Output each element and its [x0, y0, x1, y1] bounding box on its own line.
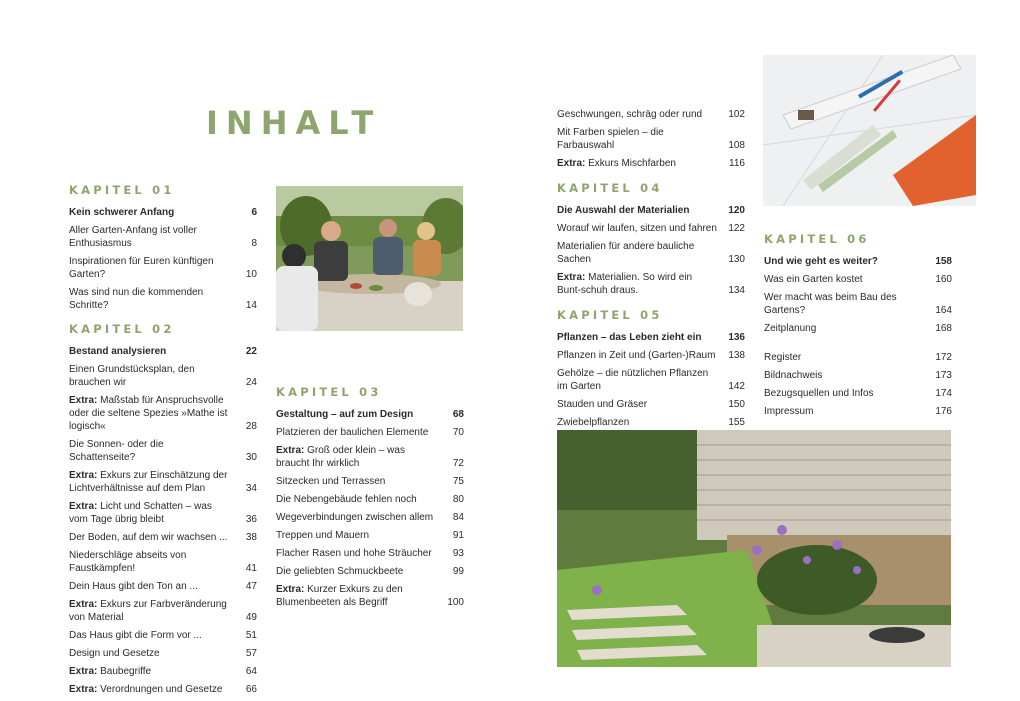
toc-entry [69, 531, 257, 544]
toc-entry-title [69, 469, 235, 495]
toc-entry [557, 331, 745, 344]
toc-entry-page: 99 [452, 566, 464, 577]
toc-entry [69, 469, 257, 495]
chapter-01-list [69, 206, 257, 312]
appendix-list [764, 351, 952, 418]
toc-column-4 [764, 233, 952, 423]
toc-entry-page: 108 [728, 140, 745, 151]
chapter-06-list [764, 255, 952, 335]
toc-entry-page: 72 [452, 458, 464, 469]
toc-entry-title [69, 531, 235, 544]
toc-entry [69, 438, 257, 464]
toc-entry-title [764, 255, 930, 268]
chapter-05-list [557, 331, 745, 429]
toc-entry-title [557, 222, 723, 235]
toc-entry-page: 173 [935, 370, 952, 381]
toc-entry-title [764, 322, 930, 335]
toc-entry-title [557, 157, 723, 170]
toc-entry-text: Register [764, 352, 802, 363]
toc-entry [764, 405, 952, 418]
toc-entry-text: Bildnachweis [764, 370, 823, 381]
toc-entry-title [557, 416, 723, 429]
toc-entry-page: 64 [245, 666, 257, 677]
toc-entry [764, 322, 952, 335]
toc-entry [276, 511, 464, 524]
toc-entry [557, 367, 745, 393]
toc-entry-page: 155 [728, 417, 745, 428]
toc-entry-text: Geschwungen, schräg oder rund [557, 109, 703, 120]
toc-entry-page: 6 [251, 207, 257, 218]
toc-entry-page: 138 [728, 350, 745, 361]
toc-entry [764, 387, 952, 400]
chapter-02-list [69, 345, 257, 696]
toc-column-2 [276, 386, 464, 614]
toc-entry [764, 255, 952, 268]
toc-entry-text: Flacher Rasen und hohe Sträucher [276, 548, 432, 559]
toc-entry-text: Exkurs Mischfarben [585, 158, 676, 169]
toc-entry [764, 369, 952, 382]
toc-entry-text: Der Boden, auf dem wir wachsen ... [69, 532, 228, 543]
toc-entry-title [69, 647, 235, 660]
toc-entry-title [69, 394, 235, 433]
toc-entry-title [557, 349, 723, 362]
toc-entry-text: Pflanzen in Zeit und (Garten-)Raum [557, 350, 716, 361]
toc-entry-page: 38 [245, 532, 257, 543]
toc-entry-text: Treppen und Mauern [276, 530, 370, 541]
toc-entry [276, 493, 464, 506]
toc-entry-page: 142 [728, 381, 745, 392]
toc-entry [557, 126, 745, 152]
toc-entry-title [276, 583, 442, 609]
page-title: INHALT [206, 104, 382, 142]
toc-entry-title [69, 629, 235, 642]
toc-entry [764, 291, 952, 317]
toc-entry [69, 549, 257, 575]
toc-entry-page: 34 [245, 483, 257, 494]
toc-entry-title [69, 345, 235, 358]
toc-entry-title [764, 351, 930, 364]
toc-entry [557, 271, 745, 297]
toc-entry-page: 30 [245, 452, 257, 463]
toc-entry-text: Pflanzen – das Leben zieht ein [557, 332, 702, 343]
toc-entry-text: Bestand analysieren [69, 346, 167, 357]
toc-entry-page: 150 [728, 399, 745, 410]
toc-entry-page: 84 [452, 512, 464, 523]
extra-label: Extra: [69, 684, 98, 695]
toc-entry-page: 49 [245, 612, 257, 623]
toc-entry [69, 206, 257, 219]
toc-entry-page: 160 [935, 274, 952, 285]
toc-entry [69, 394, 257, 433]
toc-entry-title [276, 426, 442, 439]
toc-entry-title [276, 565, 442, 578]
toc-entry [69, 255, 257, 281]
toc-entry-page: 47 [245, 581, 257, 592]
toc-entry-title [557, 367, 723, 393]
toc-entry-page: 168 [935, 323, 952, 334]
toc-entry-text: Groß oder klein – was braucht Ihr wirklich [276, 445, 405, 469]
toc-entry-text: Das Haus gibt die Form vor ... [69, 630, 202, 641]
toc-entry [69, 224, 257, 250]
chapter-03-continued-list [557, 108, 745, 170]
toc-column-3 [557, 108, 745, 434]
photo-dinner-table [276, 186, 463, 331]
toc-entry-page: 75 [452, 476, 464, 487]
toc-entry-page: 68 [452, 409, 464, 420]
extra-label: Extra: [557, 272, 586, 283]
toc-entry-page: 51 [245, 630, 257, 641]
toc-entry [69, 345, 257, 358]
toc-entry-text: Einen Grundstücksplan, den brauchen wir [69, 364, 195, 388]
toc-entry-page: 22 [245, 346, 257, 357]
toc-entry-title [557, 108, 723, 121]
toc-entry-page: 91 [452, 530, 464, 541]
toc-entry-page: 116 [729, 158, 745, 169]
toc-entry-title [69, 500, 235, 526]
toc-entry [557, 240, 745, 266]
toc-entry-page: 100 [447, 597, 464, 608]
toc-entry-title [69, 255, 235, 281]
toc-entry-page: 70 [452, 427, 464, 438]
toc-entry-title [557, 240, 723, 266]
toc-entry-text: Exkurs zur Farbveränderung von Material [69, 599, 227, 623]
toc-entry [69, 363, 257, 389]
toc-entry-title [276, 547, 442, 560]
toc-entry-page: 174 [935, 388, 952, 399]
toc-entry [276, 565, 464, 578]
toc-entry-title [276, 408, 442, 421]
extra-label: Extra: [69, 470, 98, 481]
toc-entry [764, 273, 952, 286]
toc-entry-page: 130 [728, 254, 745, 265]
toc-entry-text: Gestaltung – auf zum Design [276, 409, 414, 420]
toc-entry [276, 475, 464, 488]
toc-entry-text: Niederschläge abseits von Faustkämpfen! [69, 550, 187, 574]
toc-entry-text: Zwiebelpflanzen [557, 417, 630, 428]
toc-entry-text: Wegeverbindungen zwischen allem [276, 512, 434, 523]
toc-entry-text: Verordnungen und Gesetze [97, 684, 223, 695]
toc-entry-text: Die Sonnen- oder die Schattenseite? [69, 439, 164, 463]
photo-garden [557, 430, 951, 667]
toc-entry [69, 647, 257, 660]
toc-entry [557, 157, 745, 170]
toc-entry-text: Kurzer Exkurs zu den Blumenbeeten als Begriff [276, 584, 403, 608]
toc-entry-text: Sitzecken und Terrassen [276, 476, 386, 487]
toc-entry [69, 580, 257, 593]
toc-entry [557, 349, 745, 362]
chapter-label-02: KAPITEL 02 [69, 322, 175, 336]
toc-entry-text: Dein Haus gibt den Ton an ... [69, 581, 198, 592]
toc-entry-title [764, 387, 930, 400]
toc-entry-page: 14 [245, 300, 257, 311]
extra-label: Extra: [276, 584, 305, 595]
toc-entry-text: Design und Gesetze [69, 648, 160, 659]
toc-entry-text: Die Auswahl der Materialien [557, 205, 690, 216]
toc-entry-text: Worauf wir laufen, sitzen und fahren [557, 223, 717, 234]
extra-label: Extra: [276, 445, 305, 456]
toc-entry [764, 351, 952, 364]
toc-entry-title [764, 405, 930, 418]
toc-entry-title [276, 475, 442, 488]
toc-entry-text: Stauden und Gräser [557, 399, 648, 410]
extra-label: Extra: [69, 395, 98, 406]
toc-entry-title [764, 273, 930, 286]
toc-entry-text: Was sind nun die kommenden Schritte? [69, 287, 204, 311]
toc-entry-text: Materialien für andere bauliche Sachen [557, 241, 695, 265]
toc-entry-page: 57 [245, 648, 257, 659]
toc-entry [276, 583, 464, 609]
toc-entry-page: 24 [245, 377, 257, 388]
toc-entry-text: Wer macht was beim Bau des Gartens? [764, 292, 897, 316]
toc-entry [557, 108, 745, 121]
extra-label: Extra: [69, 599, 98, 610]
toc-entry [69, 598, 257, 624]
toc-entry-text: Zeitplanung [764, 323, 817, 334]
toc-entry-page: 136 [728, 332, 745, 343]
toc-entry [276, 529, 464, 542]
toc-entry-text: Bezugsquellen und Infos [764, 388, 874, 399]
toc-entry-page: 122 [728, 223, 745, 234]
toc-entry-title [557, 398, 723, 411]
toc-entry-title [69, 363, 235, 389]
toc-entry [276, 444, 464, 470]
toc-entry [557, 222, 745, 235]
toc-entry-title [69, 598, 235, 624]
toc-entry-title [276, 444, 442, 470]
toc-entry-title [557, 331, 723, 344]
toc-entry-title [69, 580, 235, 593]
toc-entry [557, 398, 745, 411]
toc-entry-page: 93 [452, 548, 464, 559]
toc-entry-text: Und wie geht es weiter? [764, 256, 878, 267]
toc-entry [276, 408, 464, 421]
toc-entry-text: Platzieren der baulichen Elemente [276, 427, 429, 438]
toc-entry-page: 80 [452, 494, 464, 505]
toc-entry-page: 120 [728, 205, 745, 216]
toc-entry-text: Aller Garten-Anfang ist voller Enthusiasmus [69, 225, 197, 249]
toc-entry-page: 134 [728, 285, 745, 296]
toc-entry-title [69, 286, 235, 312]
toc-entry-text: Inspirationen für Euren künftigen Garten? [69, 256, 214, 280]
toc-entry-page: 66 [245, 684, 257, 695]
toc-column-1 [69, 184, 257, 701]
toc-entry [276, 547, 464, 560]
chapter-label-05: KAPITEL 05 [557, 308, 663, 322]
toc-entry-title [557, 126, 723, 152]
toc-entry-page: 41 [245, 563, 257, 574]
toc-entry-text: Impressum [764, 406, 814, 417]
toc-entry-title [276, 493, 442, 506]
toc-entry-text: Die Nebengebäude fehlen noch [276, 494, 417, 505]
toc-entry-title [69, 438, 235, 464]
extra-label: Extra: [69, 501, 98, 512]
toc-entry-text: Die geliebten Schmuckbeete [276, 566, 404, 577]
toc-entry-text: Gehölze – die nützlichen Pflanzen im Garten [557, 368, 709, 392]
toc-entry [557, 204, 745, 217]
toc-entry-page: 36 [245, 514, 257, 525]
toc-entry-title [69, 683, 235, 696]
toc-entry-text: Maßstab für Anspruchsvolle oder die seltene Spezies »Mathe ist logisch« [69, 395, 228, 432]
toc-entry-page: 164 [935, 305, 952, 316]
chapter-label-06: KAPITEL 06 [764, 232, 870, 246]
extra-label: Extra: [69, 666, 98, 677]
toc-entry-page: 102 [728, 109, 745, 120]
chapter-label-04: KAPITEL 04 [557, 181, 663, 195]
toc-entry-text: Mit Farben spielen – die Farbauswahl [557, 127, 664, 151]
toc-entry-title [276, 529, 442, 542]
toc-entry-title [557, 271, 723, 297]
chapter-04-list [557, 204, 745, 297]
chapter-03-list [276, 408, 464, 609]
toc-entry [69, 683, 257, 696]
toc-entry [276, 426, 464, 439]
toc-entry [69, 286, 257, 312]
toc-entry [557, 416, 745, 429]
toc-entry-title [276, 511, 442, 524]
chapter-label-03: KAPITEL 03 [276, 385, 382, 399]
photo-drawing-tools [763, 55, 976, 206]
toc-entry-text: Baubegriffe [97, 666, 152, 677]
toc-entry-text: Was ein Garten kostet [764, 274, 863, 285]
toc-entry-page: 8 [251, 238, 257, 249]
chapter-label-01: KAPITEL 01 [69, 183, 175, 197]
toc-entry-title [69, 206, 235, 219]
toc-entry-text: Materialien. So wird ein Bunt-schuh draus. [557, 272, 693, 296]
toc-entry-page: 28 [245, 421, 257, 432]
toc-entry-title [764, 291, 930, 317]
toc-entry [69, 629, 257, 642]
toc-entry-page: 176 [935, 406, 952, 417]
toc-entry-page: 158 [935, 256, 952, 267]
toc-entry-text: Exkurs zur Einschätzung der Lichtverhältnisse auf dem Plan [69, 470, 228, 494]
extra-label: Extra: [557, 158, 586, 169]
toc-entry-title [764, 369, 930, 382]
toc-entry-page: 10 [245, 269, 257, 280]
toc-entry-title [69, 224, 235, 250]
toc-entry-text: Kein schwerer Anfang [69, 207, 175, 218]
toc-entry [69, 500, 257, 526]
toc-entry-title [557, 204, 723, 217]
toc-entry-page: 172 [935, 352, 952, 363]
toc-entry-title [69, 549, 235, 575]
toc-entry-text: Licht und Schatten – was vom Tage übrig bleibt [69, 501, 212, 525]
